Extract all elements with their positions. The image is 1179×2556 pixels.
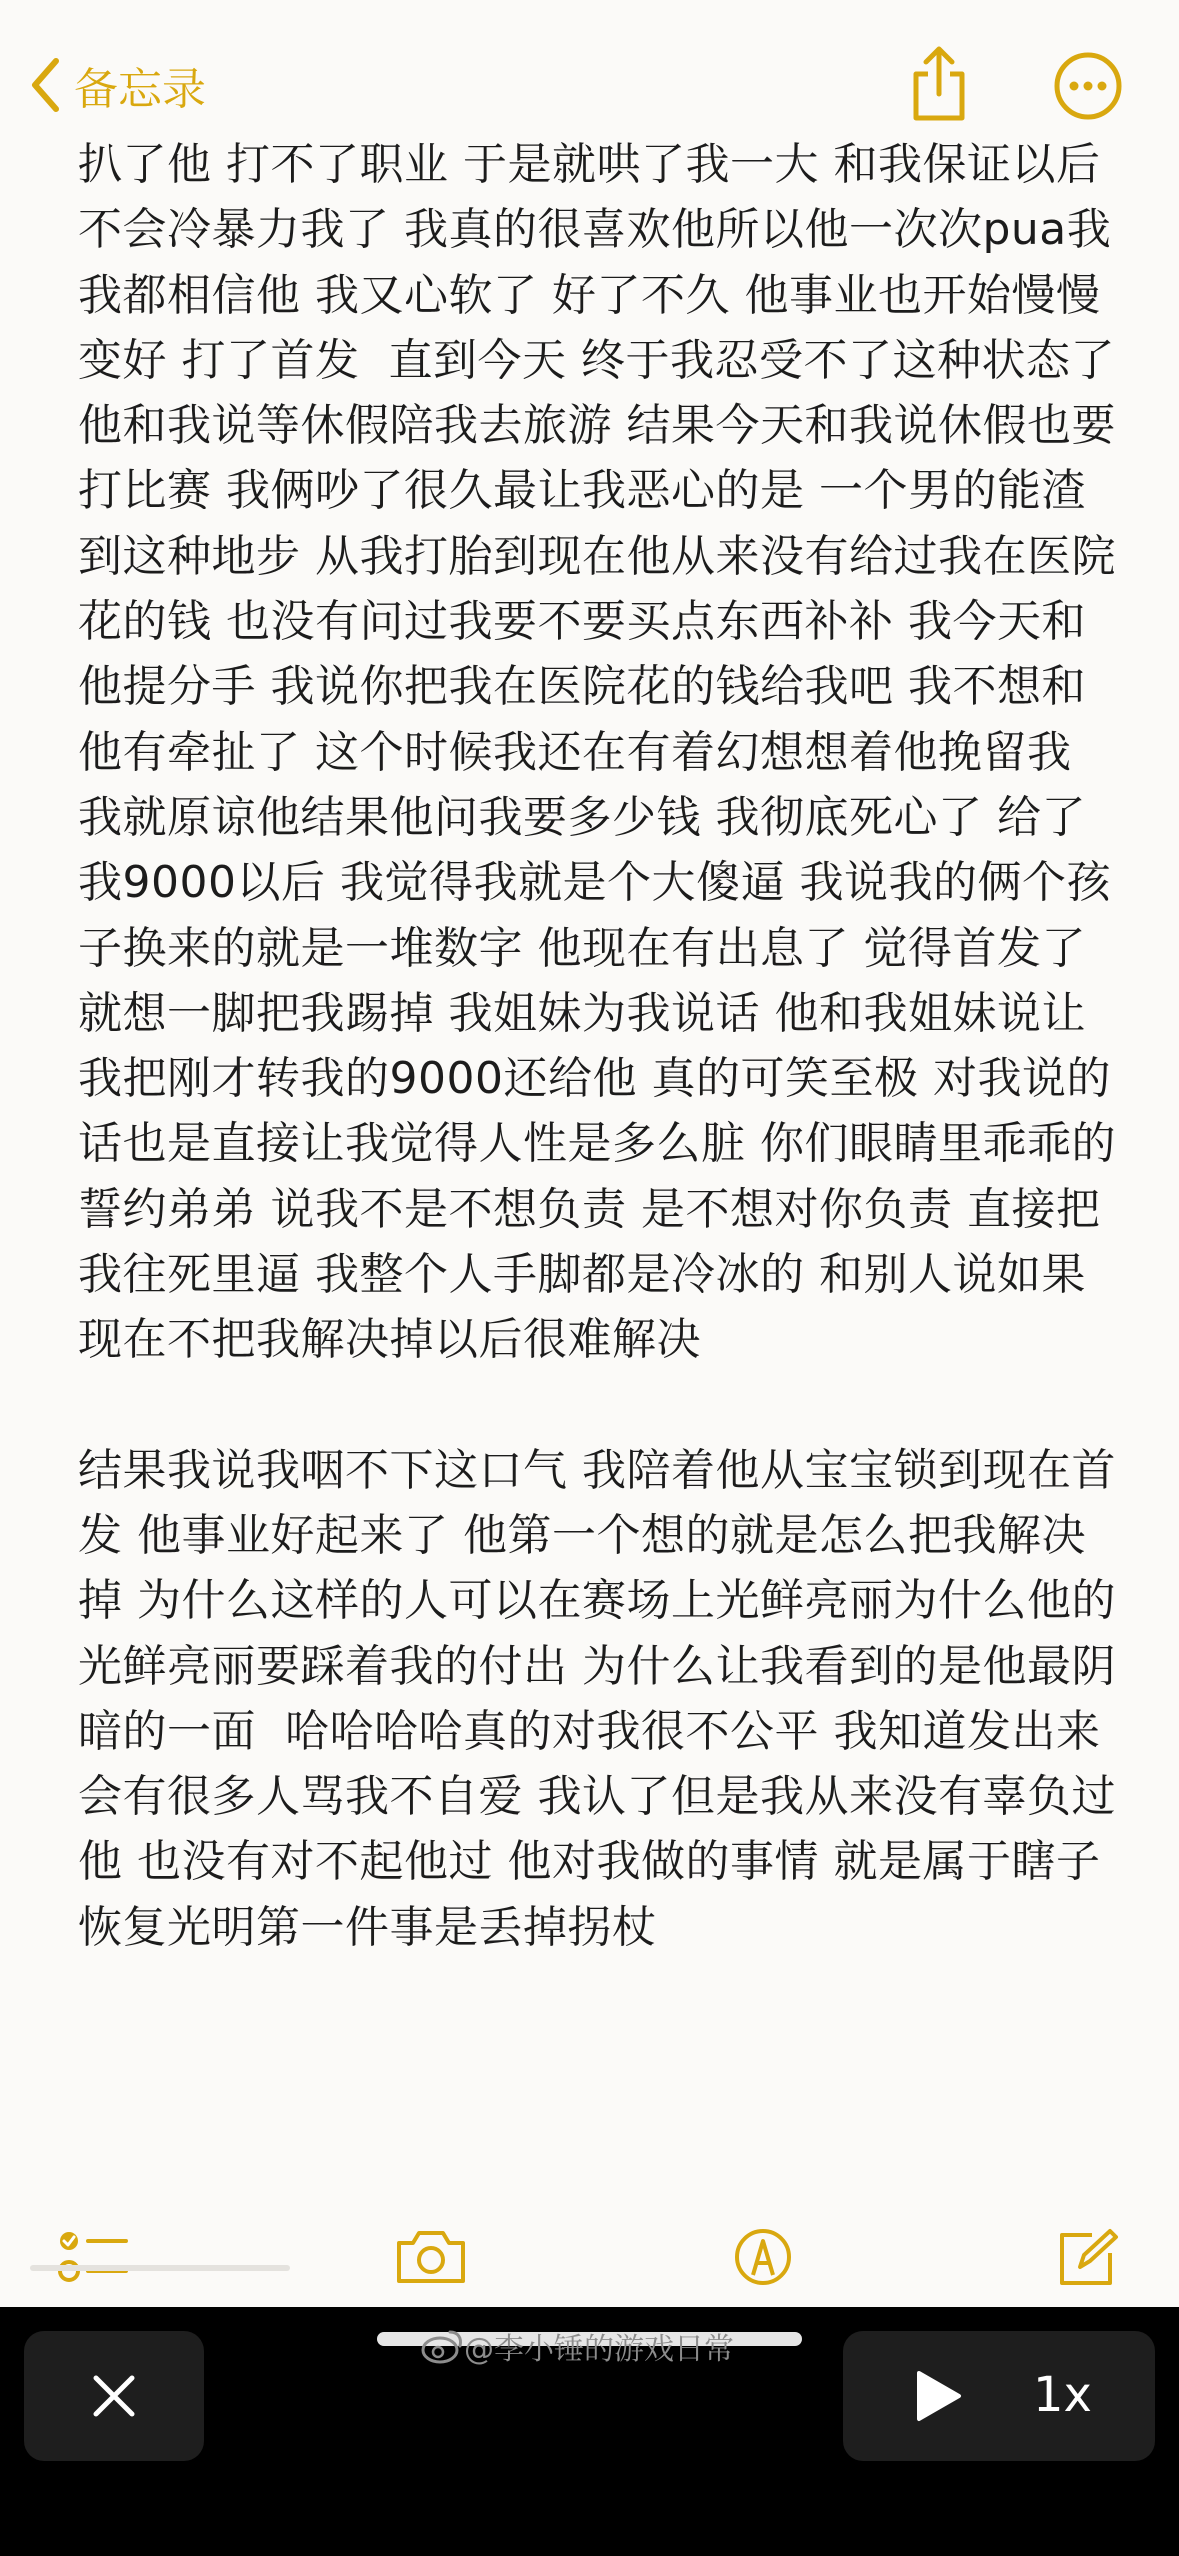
back-label: 备忘录 (74, 64, 206, 115)
navigation-bar (0, 0, 1179, 150)
note-paragraph: 结果我说我咽不下这口气 我陪着他从宝宝锁到现在首发 他事业好起来了 他第一个想的就是怎么把我解决掉 为什么这样的人可以在赛场上光鲜亮丽为什么他的光鲜亮丽要踩着我的付出 为什么让我看到的是他最阴暗的一面 哈哈哈哈真的对我很不公平 我知道发出来会有很多人骂我不自爱 我认了但是我从来没有辜负过他 也没有对不起他过 他对我做的事情 就是属于瞎子恢复光明第一件事是丢掉拐杖 (78, 1444, 1116, 1953)
markup-button[interactable] (725, 2227, 801, 2287)
chevron-left-icon (30, 57, 60, 113)
share-button[interactable] (904, 44, 974, 124)
note-body[interactable] (78, 132, 1130, 1960)
notes-toolbar (0, 2205, 1179, 2305)
back-button[interactable] (30, 50, 206, 120)
watermark-text: @李小锤的游戏日常 (464, 2332, 734, 2367)
compose-button[interactable] (1052, 2227, 1128, 2287)
weibo-logo-icon (420, 2328, 464, 2364)
close-button[interactable] (24, 2331, 204, 2461)
compose-icon (1052, 2227, 1128, 2287)
watermark (420, 2326, 734, 2366)
note-paragraph: 扒了他 打不了职业 于是就哄了我一大 和我保证以后不会冷暴力我了 我真的很喜欢他所以他一次次pua我 我都相信他 我又心软了 好了不久 他事业也开始慢慢变好 打了首发 直到今天 终于我忍受不了这种状态了 他和我说等休假陪我去旅游 结果今天和我说休假也要打比赛 我俩吵了很久最让我恶心的是 一个男的能渣到这种地步 从我打胎到现在他从来没有给过我在医院花的钱 也没有问过我要不要买点东西补补 我今天和他提分手 我说你把我在医院花的钱给我吧 我不想和他有牵扯了 这个时候我还在有着幻想想着他挽留我 我就原谅他结果他问我要多少钱 我彻底死心了 给了我9000以后 我觉得我就是个大傻逼 我说我的俩个孩子换来的就是一堆数字 他现在有出息了 觉得首发了就想一脚把我踢掉 我姐妹为我说话 他和我姐妹说让我把刚才转我的9000还给他 真的可笑至极 对我说的话也是直接让我觉得人性是多么脏 你们眼睛里乖乖的誓约弟弟 说我不是不想负责 是不想对你负责 直接把我往死里逼 我整个人手脚都是冷冰的 和别人说如果现在不把我解决掉以后很难解决 (78, 139, 1130, 1366)
markup-icon (725, 2227, 801, 2287)
share-icon (904, 44, 974, 124)
more-button[interactable] (1052, 50, 1124, 122)
paragraph-gap (78, 1373, 1118, 1438)
play-button[interactable] (843, 2331, 1155, 2461)
close-icon (92, 2374, 136, 2418)
more-icon (1052, 50, 1124, 122)
camera-button[interactable] (393, 2227, 469, 2287)
playback-speed[interactable]: 1x (1033, 2367, 1092, 2423)
checklist-button[interactable] (56, 2227, 132, 2287)
checklist-icon (56, 2227, 132, 2287)
scroll-indicator (30, 2265, 290, 2271)
play-icon (913, 2369, 963, 2423)
camera-icon (393, 2227, 469, 2287)
